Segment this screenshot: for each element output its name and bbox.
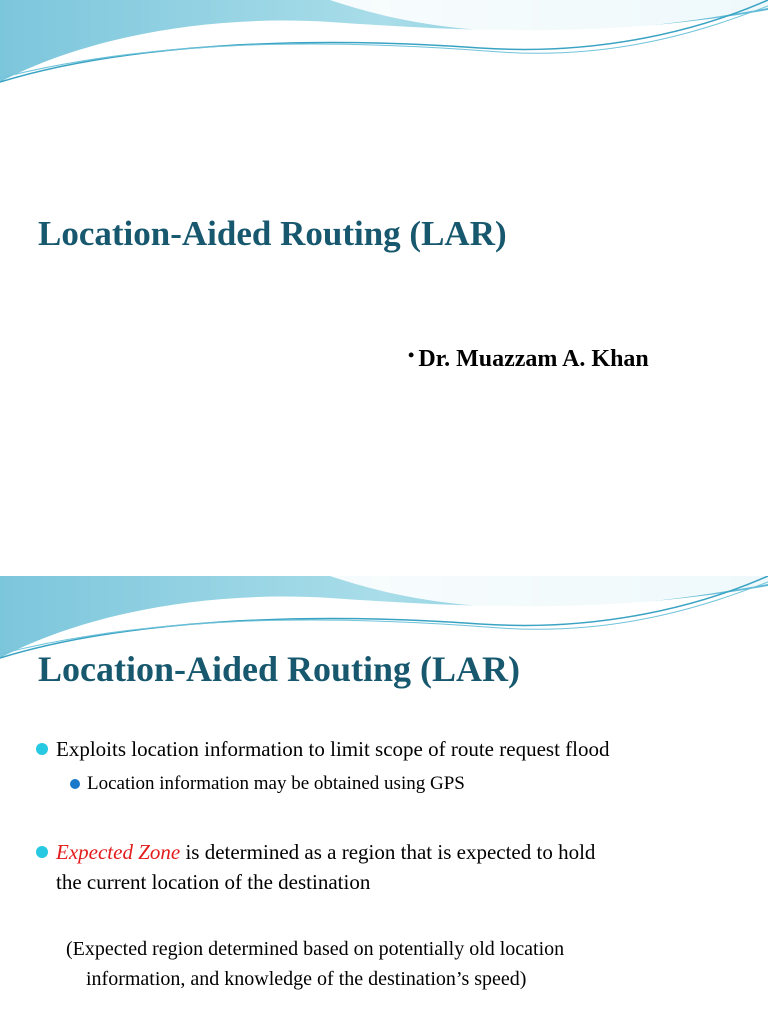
bullet-text [56, 837, 756, 897]
bullet-text: Exploits location information to limit scope of route request flood [56, 737, 610, 761]
note-line-2: information, and knowledge of the destination’s speed) [86, 968, 527, 990]
bullet-text-line2: the current location of the destination [56, 870, 371, 894]
author-line [408, 346, 649, 373]
title-slide-heading: Location-Aided Routing (LAR) [38, 214, 507, 253]
expected-region-note [66, 934, 564, 994]
bullet-dot-icon [36, 743, 48, 755]
slide-2 [0, 576, 768, 1024]
header-wave-decoration [0, 0, 768, 95]
expected-zone-term: Expected Zone [56, 840, 181, 864]
bullet-exploits [36, 734, 756, 764]
author-bullet: • [408, 345, 415, 365]
sub-bullet-gps [70, 771, 465, 797]
sub-bullet-text: Location information may be obtained using GPS [87, 773, 465, 794]
bullet-dot-icon [36, 846, 48, 858]
bullet-expected-zone [36, 837, 756, 897]
author-name: Dr. Muazzam A. Khan [418, 346, 649, 372]
sub-bullet-dot-icon [70, 779, 80, 789]
slide-title: Location-Aided Routing (LAR) [38, 649, 521, 689]
note-line-1: (Expected region determined based on potentially old location [66, 938, 565, 960]
bullet-text-line1: is determined as a region that is expected to hold [180, 840, 596, 864]
